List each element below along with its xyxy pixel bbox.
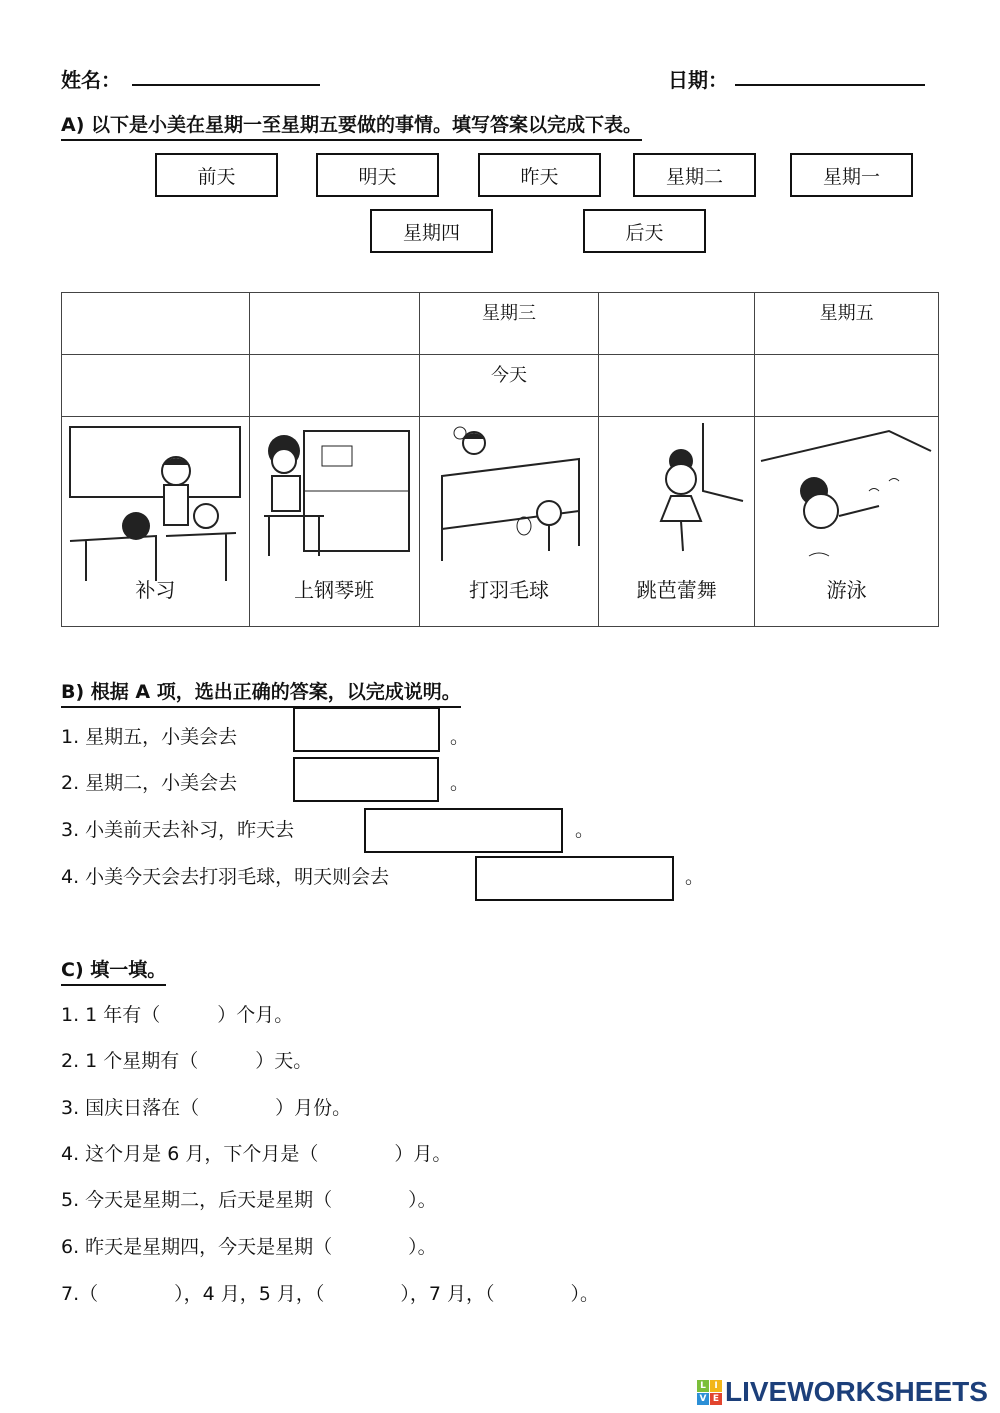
answer-box-b4[interactable]	[475, 856, 674, 901]
question-c6[interactable]: 6. 昨天是星期四，今天是星期（ ）。	[61, 1236, 437, 1258]
liveworksheets-logo	[697, 1376, 988, 1408]
question-b1-end: 。	[450, 726, 470, 748]
question-b2-end: 。	[450, 772, 470, 794]
relative-day-cell[interactable]	[755, 355, 939, 417]
section-c-title: C) 填一填。	[61, 955, 166, 986]
word-bank-item[interactable]: 星期四	[370, 209, 493, 253]
activity-label: 跳芭蕾舞	[636, 578, 717, 602]
question-b4-end: 。	[685, 866, 705, 888]
day-cell[interactable]	[599, 293, 755, 355]
badminton-illustration	[424, 421, 596, 571]
day-cell: 星期五	[755, 293, 939, 355]
date-label: 日期：	[668, 68, 728, 92]
schedule-table	[61, 292, 939, 627]
question-b3: 3. 小美前天去补习，昨天去	[61, 819, 295, 841]
piano-illustration	[254, 421, 414, 571]
activity-label: 游泳	[826, 578, 867, 602]
activity-label: 上钢琴班	[294, 578, 375, 602]
name-field[interactable]	[132, 84, 320, 86]
activity-cell	[755, 417, 939, 627]
question-b3-end: 。	[575, 819, 595, 841]
day-cell[interactable]	[249, 293, 419, 355]
activity-cell	[249, 417, 419, 627]
word-bank-item[interactable]: 前天	[155, 153, 278, 197]
question-c5[interactable]: 5. 今天是星期二，后天是星期（ ）。	[61, 1189, 437, 1211]
live-badge-icon: L I V E	[697, 1380, 722, 1405]
relative-day-cell[interactable]	[249, 355, 419, 417]
answer-box-b3[interactable]	[364, 808, 563, 853]
question-b4: 4. 小美今天会去打羽毛球，明天则会去	[61, 866, 390, 888]
question-b1: 1. 星期五，小美会去	[61, 726, 238, 748]
question-c4[interactable]: 4. 这个月是 6 月，下个月是（ ）月。	[61, 1143, 452, 1165]
tutoring-illustration	[66, 421, 244, 581]
activity-cell	[62, 417, 250, 627]
answer-box-b1[interactable]	[293, 707, 440, 752]
ballet-illustration	[603, 421, 753, 571]
question-b2: 2. 星期二，小美会去	[61, 772, 238, 794]
name-label: 姓名：	[61, 68, 121, 92]
relative-day-cell[interactable]	[62, 355, 250, 417]
question-c2[interactable]: 2. 1 个星期有（ ）天。	[61, 1050, 313, 1072]
word-bank-item[interactable]: 星期一	[790, 153, 913, 197]
activity-cell	[419, 417, 599, 627]
answer-box-b2[interactable]	[293, 757, 439, 802]
activity-label: 打羽毛球	[468, 578, 549, 602]
date-field[interactable]	[735, 84, 925, 86]
swimming-illustration	[759, 421, 935, 571]
word-bank-item[interactable]: 明天	[316, 153, 439, 197]
relative-day-cell[interactable]	[599, 355, 755, 417]
question-c3[interactable]: 3. 国庆日落在（ ）月份。	[61, 1097, 352, 1119]
word-bank-item[interactable]: 昨天	[478, 153, 601, 197]
section-b-title: B) 根据 A 项，选出正确的答案，以完成说明。	[61, 677, 461, 708]
logo-text: LIVEWORKSHEETS	[725, 1376, 988, 1407]
question-c1[interactable]: 1. 1 年有（ ）个月。	[61, 1004, 294, 1026]
word-bank-item[interactable]: 后天	[583, 209, 706, 253]
word-bank-item[interactable]: 星期二	[633, 153, 756, 197]
relative-day-cell: 今天	[419, 355, 599, 417]
activity-label: 补习	[135, 578, 176, 602]
day-cell: 星期三	[419, 293, 599, 355]
day-cell[interactable]	[62, 293, 250, 355]
section-a-title: A) 以下是小美在星期一至星期五要做的事情。填写答案以完成下表。	[61, 110, 642, 141]
question-c7[interactable]: 7.（ ），4 月，5 月，（ ），7 月，（ ）。	[61, 1283, 600, 1305]
activity-cell	[599, 417, 755, 627]
